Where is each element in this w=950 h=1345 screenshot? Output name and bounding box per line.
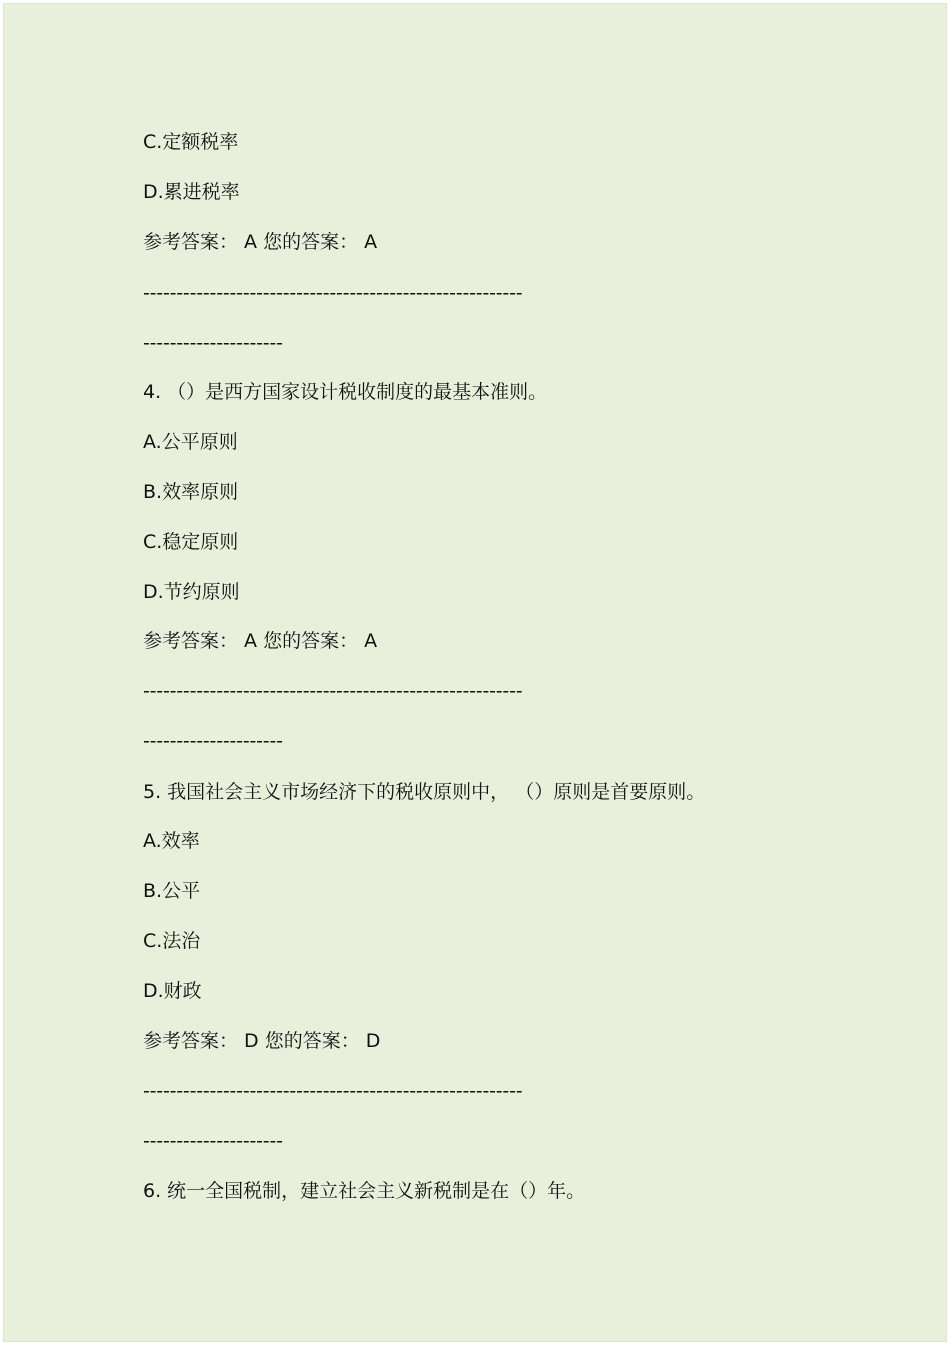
- option-d-text: D.累进税率: [143, 181, 240, 203]
- divider-short: ---------------------: [143, 332, 283, 354]
- option-d-text: D.财政: [143, 980, 202, 1002]
- divider-long: ---------------------------------------------------------: [143, 680, 523, 702]
- option-c-text: C.定额税率: [143, 131, 239, 153]
- option-a-text: A.效率: [143, 830, 200, 852]
- option-a-text: A.公平原则: [143, 431, 238, 453]
- answer-line: 参考答案： A 您的答案： A: [143, 231, 378, 253]
- answer-line: 参考答案： A 您的答案： A: [143, 630, 378, 652]
- option-b-text: B.效率原则: [143, 481, 239, 503]
- question-6: 6. 统一全国税制，建立社会主义新税制是在（）年。: [143, 1180, 586, 1202]
- divider-long: ---------------------------------------------------------: [143, 1080, 523, 1102]
- question-5: 5. 我国社会主义市场经济下的税收原则中， （）原则是首要原则。: [143, 781, 706, 803]
- divider-short: ---------------------: [143, 1130, 283, 1152]
- option-c-text: C.稳定原则: [143, 531, 239, 553]
- divider-short: ---------------------: [143, 730, 283, 752]
- answer-line: 参考答案： D 您的答案： D: [143, 1030, 381, 1052]
- option-b-text: B.公平: [143, 880, 201, 902]
- option-d-text: D.节约原则: [143, 581, 240, 603]
- option-c-text: C.法治: [143, 930, 201, 952]
- divider-long: ---------------------------------------------------------: [143, 282, 523, 304]
- question-4: 4. （）是西方国家设计税收制度的最基本准则。: [143, 381, 548, 403]
